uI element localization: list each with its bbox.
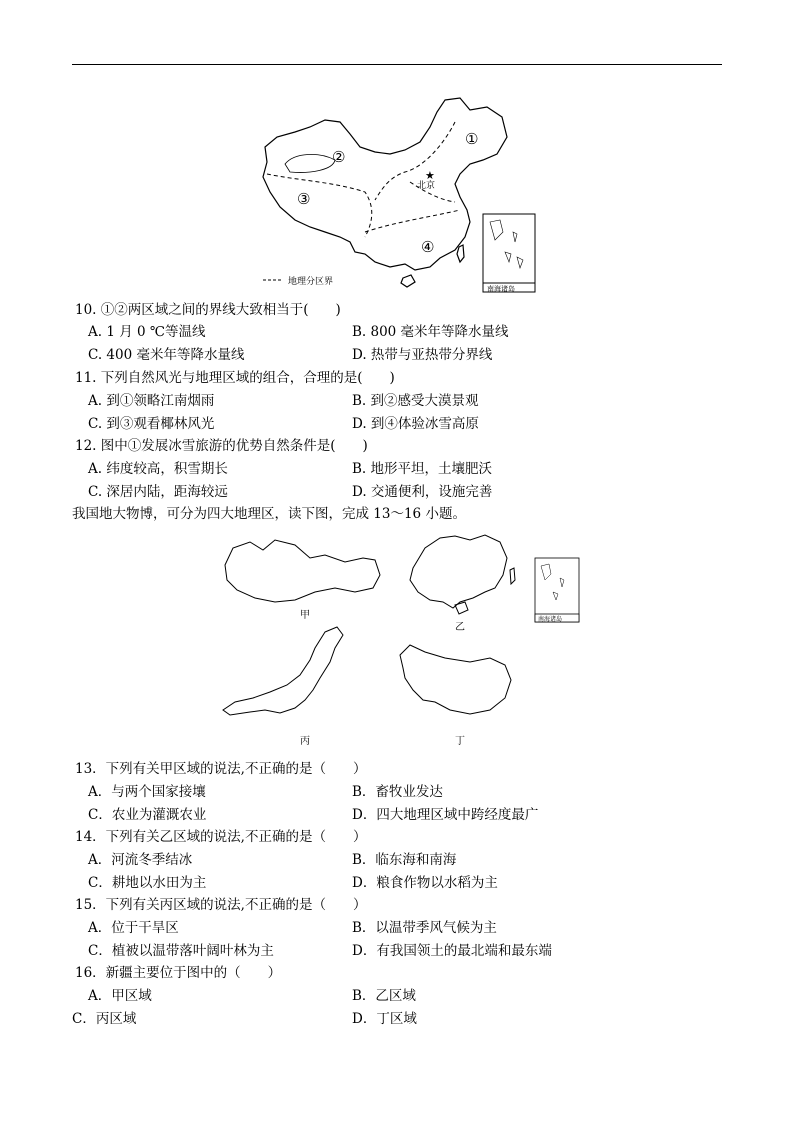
q12-option-a[interactable]: A. 纬度较高，积雪期长	[88, 461, 228, 477]
q16-option-b[interactable]: B．乙区域	[352, 988, 416, 1004]
question-16: 16．新疆主要位于图中的（ ）	[75, 965, 282, 981]
q15-option-d[interactable]: D．有我国领土的最北端和最东端	[352, 943, 552, 959]
china-outline	[263, 98, 507, 270]
region-jia-shape	[225, 540, 380, 602]
china-regions-map	[255, 92, 555, 297]
region-label-1: ①	[465, 130, 479, 148]
region-label-jia: 甲	[300, 610, 310, 621]
q15-option-a[interactable]: A．位于干旱区	[88, 920, 179, 936]
q16-option-a[interactable]: A．甲区域	[88, 988, 152, 1004]
hainan-island	[401, 275, 415, 287]
region-yi-shape	[410, 535, 507, 608]
q13-option-a[interactable]: A．与两个国家接壤	[88, 784, 206, 800]
region-label-ding: 丁	[455, 736, 465, 747]
beijing-label: 北京	[417, 181, 436, 191]
q11-option-b[interactable]: B. 到②感受大漠景观	[352, 393, 479, 409]
q10-option-d[interactable]: D. 热带与亚热带分界线	[352, 347, 493, 363]
region-label-3: ③	[297, 190, 311, 208]
q16-option-c[interactable]: C．丙区域	[72, 1011, 137, 1027]
region-yi-hainan	[455, 602, 468, 614]
tarim-basin	[285, 154, 335, 172]
region-label-2: ②	[332, 148, 346, 166]
question-14: 14．下列有关乙区域的说法,不正确的是（ ）	[75, 829, 367, 845]
q11-option-c[interactable]: C. 到③观看椰林风光	[88, 416, 215, 432]
q13-option-b[interactable]: B．畜牧业发达	[352, 784, 443, 800]
taiwan-island	[457, 245, 464, 262]
boundary-west-east	[267, 174, 372, 237]
q13-option-c[interactable]: C．农业为灌溉农业	[88, 807, 207, 823]
legend-label: 地理分区界	[288, 277, 334, 287]
question-10: 10. ①②两区域之间的界线大致相当于( )	[75, 302, 341, 318]
question-15: 15．下列有关丙区域的说法,不正确的是（ ）	[75, 897, 367, 913]
q14-option-c[interactable]: C．耕地以水田为主	[88, 875, 207, 891]
q13-option-d[interactable]: D．四大地理区域中跨经度最广	[352, 807, 539, 823]
boundary-north-northwest	[375, 122, 455, 200]
inset-label: 南海诸岛	[487, 285, 515, 293]
four-regions-inset-label: 南海诸岛	[538, 616, 563, 623]
q11-option-a[interactable]: A. 到①领略江南烟雨	[88, 393, 215, 409]
four-regions-figure	[215, 530, 590, 752]
q10-option-c[interactable]: C. 400 毫米年等降水量线	[88, 347, 245, 363]
question-11: 11. 下列自然风光与地理区域的组合，合理的是( )	[75, 370, 395, 386]
q12-option-c[interactable]: C. 深居内陆，距海较远	[88, 484, 228, 500]
region-label-4: ④	[421, 238, 435, 256]
q14-option-b[interactable]: B．临东海和南海	[352, 852, 457, 868]
boundary-south	[365, 210, 460, 232]
q12-option-d[interactable]: D. 交通便利，设施完善	[352, 484, 493, 500]
q15-option-c[interactable]: C．植被以温带落叶阔叶林为主	[88, 943, 274, 959]
region-bing-shape	[223, 627, 343, 715]
q12-option-b[interactable]: B. 地形平坦，土壤肥沃	[352, 461, 493, 477]
section-intro: 我国地大物博，可分为四大地理区，读下图，完成 13～16 小题。	[72, 506, 466, 522]
q14-option-d[interactable]: D．粮食作物以水稻为主	[352, 875, 498, 891]
q16-option-d[interactable]: D．丁区域	[352, 1011, 417, 1027]
question-12: 12. 图中①发展冰雪旅游的优势自然条件是( )	[75, 438, 368, 454]
region-label-yi: 乙	[455, 622, 465, 633]
region-yi-taiwan	[510, 568, 515, 584]
q15-option-b[interactable]: B．以温带季风气候为主	[352, 920, 497, 936]
q10-option-a[interactable]: A. 1 月 0 ℃等温线	[88, 324, 206, 340]
q11-option-d[interactable]: D. 到④体验冰雪高原	[352, 416, 479, 432]
header-rule	[72, 64, 722, 65]
question-13: 13．下列有关甲区域的说法,不正确的是（ ）	[75, 761, 367, 777]
q10-option-b[interactable]: B. 800 毫米年等降水量线	[352, 324, 509, 340]
beijing-star-icon: ★	[425, 169, 435, 182]
region-label-bing: 丙	[300, 736, 310, 747]
region-ding-shape	[400, 645, 511, 714]
q14-option-a[interactable]: A．河流冬季结冰	[88, 852, 193, 868]
